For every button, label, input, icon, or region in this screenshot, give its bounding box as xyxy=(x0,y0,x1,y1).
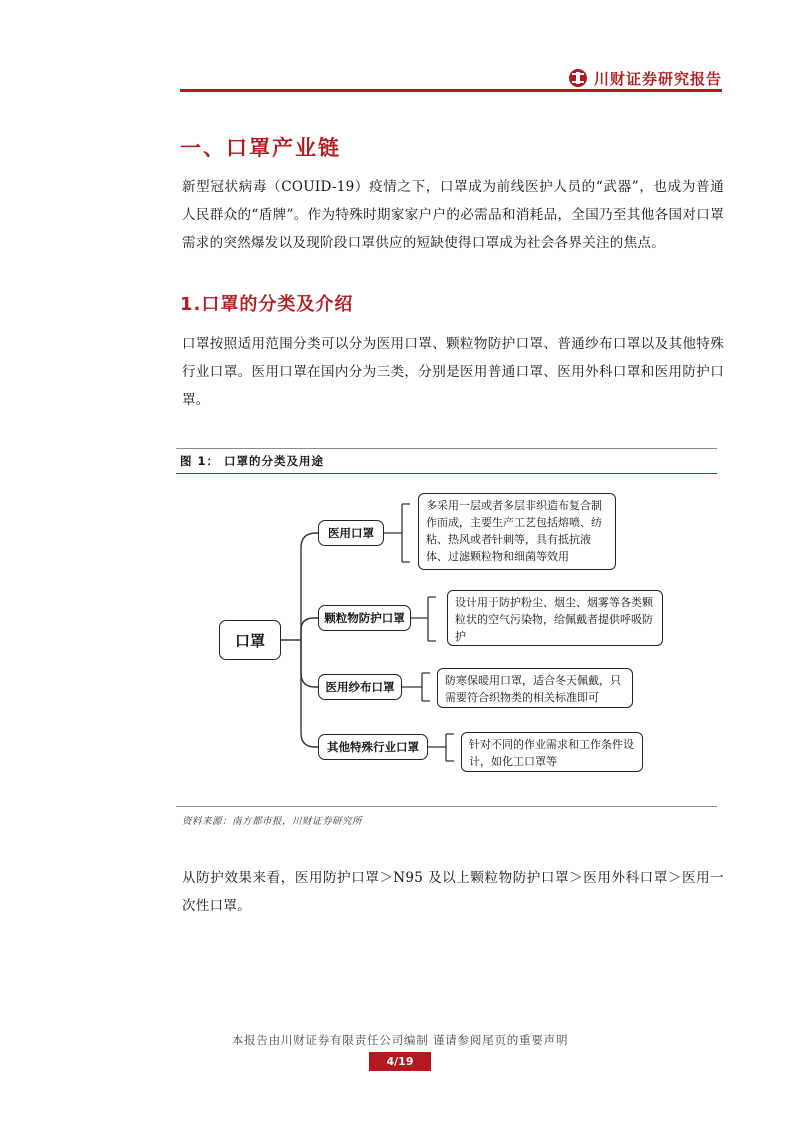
connector-branch-3 xyxy=(301,640,318,687)
section-title: 一、口罩产业链 xyxy=(180,136,341,160)
bracket-desc-4 xyxy=(428,734,454,761)
classification-paragraph: 口罩按照适用范围分类可以分为医用口罩、颗粒物防护口罩、普通纱布口罩以及其他特殊行业口罩。医用口罩在国内分为三类，分别是医用普通口罩、医用外科口罩和医用防护口罩。 xyxy=(182,336,724,408)
bracket-desc-3 xyxy=(402,673,430,701)
brand-name: 川财证券研究报告 xyxy=(593,69,722,88)
diagram-description-3: 防寒保暖用口罩，适合冬天佩戴，只需要符合织物类的相关标准即可 xyxy=(437,668,633,708)
diagram-branch-node-4: 其他特殊行业口罩 xyxy=(318,734,428,760)
figure-caption: 图 1： 口罩的分类及用途 xyxy=(180,454,325,468)
diagram-branch-node-3: 医用纱布口罩 xyxy=(318,674,402,700)
intro-paragraph: 新型冠状病毒（COUID-19）疫情之下，口罩成为前线医护人员的“武器”，也成为普通人民群众的“盾牌”。作为特殊时期家家户户的必需品和消耗品，全国乃至其他各国对口罩需求的突然爆发以及现阶段口罩供应的短缺使得口罩成为社会各界关注的焦点。 xyxy=(182,179,724,251)
bracket-desc-2 xyxy=(411,597,436,641)
diagram-description-4: 针对不同的作业需求和工作条件设计，如化工口罩等 xyxy=(461,732,643,772)
diagram-description-1: 多采用一层或者多层非织造布复合制作而成，主要生产工艺包括熔喷、纺粘、热风或者针刺等，具有抵抗液体、过滤颗粒物和细菌等效用 xyxy=(418,493,616,570)
diagram-branch-node-2: 颗粒物防护口罩 xyxy=(318,605,411,631)
diagram-branch-node-1: 医用口罩 xyxy=(318,520,384,546)
footer-disclaimer: 本报告由川财证券有限责任公司编制 谨请参阅尾页的重要声明 xyxy=(231,1033,569,1047)
figure-bottom-divider xyxy=(176,806,717,807)
connector-branch-4 xyxy=(301,640,318,747)
subsection-title: 1.口罩的分类及介绍 xyxy=(180,294,354,315)
figure-source: 资料来源：南方都市报，川财证券研究所 xyxy=(182,816,363,827)
conclusion-paragraph: 从防护效果来看，医用防护口罩＞N95 及以上颗粒物防护口罩＞医用外科口罩＞医用一次性口罩。 xyxy=(182,870,724,914)
connector-branch-1 xyxy=(301,533,318,640)
connector-branch-2 xyxy=(301,618,318,640)
diagram-description-2: 设计用于防护粉尘、烟尘、烟雾等各类颗粒状的空气污染物，给佩戴者提供呼吸防护 xyxy=(447,590,663,646)
diagram-root-node: 口罩 xyxy=(219,620,281,660)
page-number: 4/19 xyxy=(369,1052,431,1071)
bracket-desc-1 xyxy=(384,504,410,562)
